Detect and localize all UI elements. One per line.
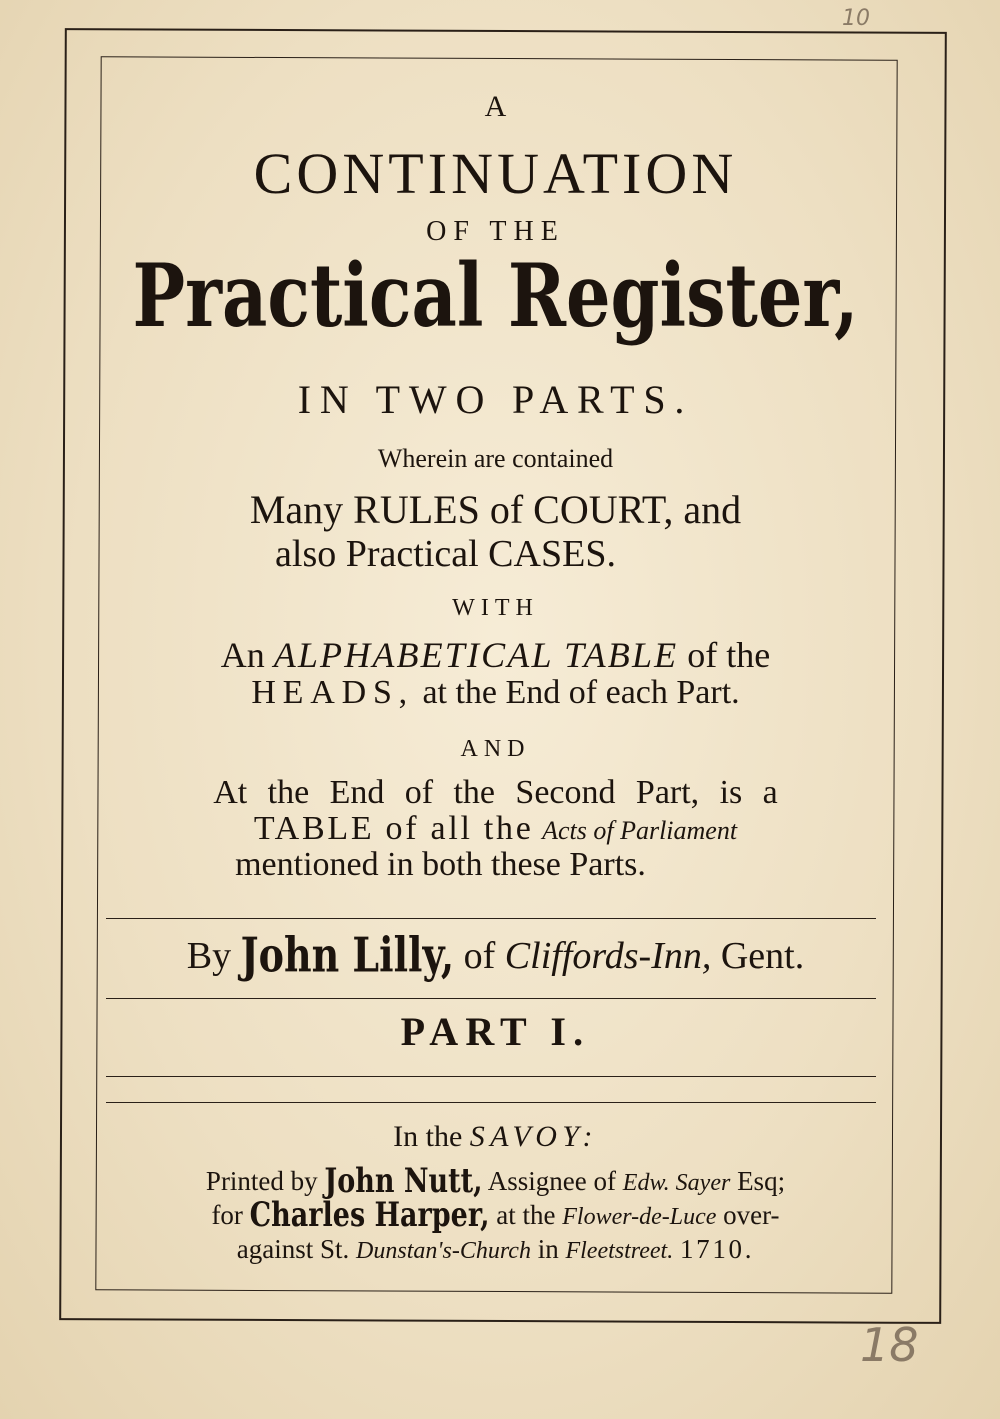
author-inn: Cliffords-Inn, bbox=[504, 935, 712, 977]
line-and: AND bbox=[460, 736, 531, 762]
words-table-of-all-the: TABLE of all the bbox=[253, 810, 534, 847]
word-in: in bbox=[537, 1234, 559, 1264]
line-rules-1: Many RULES of COURT, and bbox=[249, 487, 742, 532]
line-heads bbox=[98, 674, 893, 712]
line-alphabetical bbox=[98, 634, 893, 676]
marginal-note-bottom-right: 18 bbox=[860, 1318, 919, 1372]
author-name: John Lilly, bbox=[240, 926, 455, 983]
line-end-3: mentioned in both these Parts. bbox=[235, 846, 646, 883]
word-gent: Gent. bbox=[720, 935, 805, 977]
words-at-the: at the bbox=[496, 1200, 556, 1230]
word-over: over- bbox=[723, 1200, 780, 1230]
rule-below-part-1 bbox=[106, 1076, 876, 1077]
rule-below-part-2 bbox=[106, 1102, 876, 1103]
title-page bbox=[98, 58, 893, 1290]
word-of: of bbox=[463, 935, 496, 977]
words-against-st: against St. bbox=[236, 1234, 350, 1264]
line-end-2 bbox=[98, 810, 893, 848]
words-printed-by: Printed by bbox=[205, 1166, 318, 1196]
shop-sign: Flower-de-Luce bbox=[562, 1204, 717, 1230]
line-continuation: CONTINUATION bbox=[253, 141, 738, 206]
word-by: By bbox=[186, 935, 232, 977]
rule-above-author bbox=[106, 918, 876, 919]
line-author bbox=[98, 926, 893, 983]
street-name: Fleetstreet. bbox=[565, 1238, 674, 1264]
line-end-1: At the End of the Second Part, is a bbox=[213, 774, 778, 811]
line-for bbox=[98, 1196, 893, 1235]
line-with: WITH bbox=[452, 595, 539, 621]
words-end-of-each-part: at the End of each Part. bbox=[422, 674, 740, 711]
assignor-name: Edw. Sayer bbox=[622, 1170, 731, 1196]
word-for: for bbox=[211, 1200, 243, 1230]
line-two-parts: IN TWO PARTS. bbox=[297, 377, 694, 422]
line-rules-2: also Practical CASES. bbox=[275, 533, 616, 575]
line-part: PART I. bbox=[400, 1009, 591, 1054]
bookseller-name: Charles Harper, bbox=[249, 1196, 490, 1235]
word-esq: Esq; bbox=[737, 1166, 786, 1196]
line-practical-register: Practical Register, bbox=[132, 243, 859, 348]
word-alphabetical-table: ALPHABETICAL TABLE bbox=[273, 635, 679, 675]
line-printed-by bbox=[98, 1162, 893, 1201]
word-an: An bbox=[220, 635, 265, 675]
word-of-the: of the bbox=[687, 635, 771, 675]
word-savoy: SAVOY: bbox=[469, 1120, 598, 1153]
rule-above-part bbox=[106, 998, 876, 999]
church-name: Dunstan's-Church bbox=[356, 1238, 531, 1264]
line-savoy bbox=[98, 1120, 893, 1154]
line-against bbox=[98, 1234, 893, 1265]
words-in-the: In the bbox=[393, 1120, 463, 1153]
imprint-year: 1710. bbox=[679, 1234, 755, 1264]
words-assignee-of: Assignee of bbox=[487, 1166, 617, 1196]
word-heads: HEADS, bbox=[251, 674, 414, 711]
line-wherein: Wherein are contained bbox=[377, 444, 614, 473]
printer-name: John Nutt, bbox=[324, 1162, 483, 1201]
marginal-note-top-right: 10 bbox=[842, 6, 870, 31]
line-a: A bbox=[484, 90, 507, 123]
line-of-the: OF THE bbox=[426, 216, 565, 247]
words-acts-of-parliament: Acts of Parliament bbox=[542, 816, 738, 845]
